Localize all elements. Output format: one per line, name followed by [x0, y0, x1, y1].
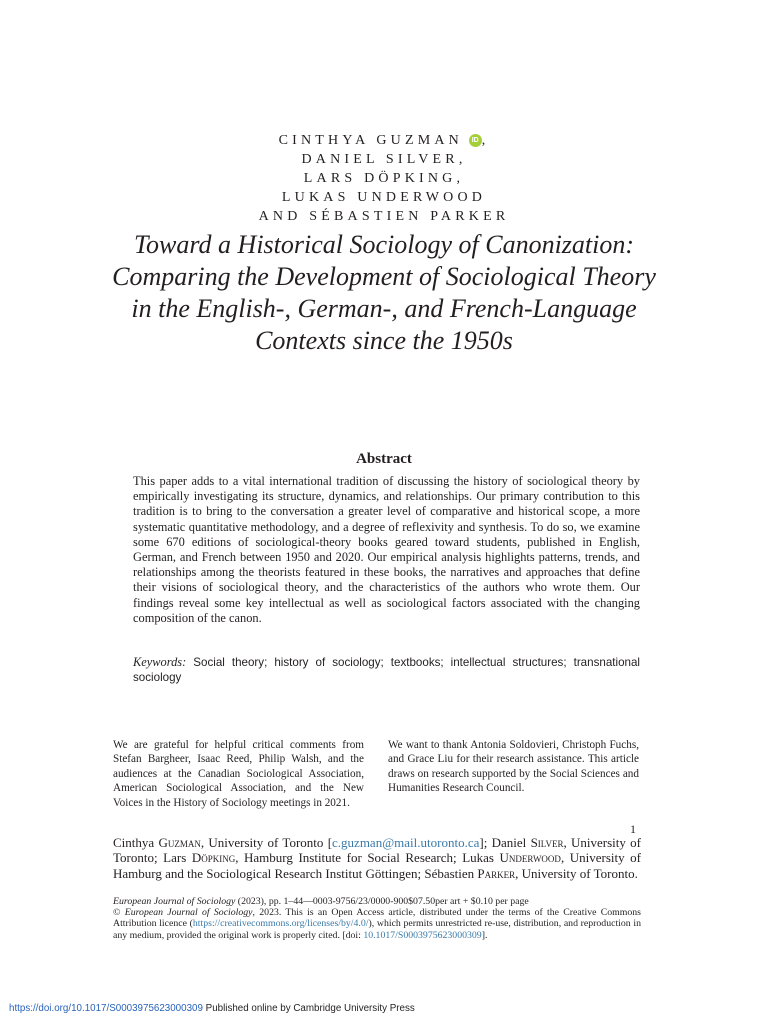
author-separator: , — [481, 133, 490, 148]
author-line-4: LUKAS UNDERWOOD — [281, 190, 487, 205]
keywords-label: Keywords: — [133, 655, 187, 669]
affil-last-name: Parker — [477, 865, 516, 881]
affil-last-name: Underwood — [499, 850, 561, 866]
keywords — [133, 655, 640, 685]
copyright-symbol: © — [113, 907, 125, 919]
orcid-icon[interactable]: ID — [469, 134, 482, 147]
title-line-3: in the English-, German-, and French-Language — [131, 294, 637, 323]
affil-last-name: Döpking — [191, 850, 236, 866]
title-line-4: Contexts since the 1950s — [255, 326, 513, 355]
affil-first-name: Lukas — [462, 850, 500, 866]
author-affiliations — [113, 835, 641, 881]
footer-published-text: Published online by Cambridge University Press — [202, 1003, 415, 1014]
affil-last-name: Silver — [530, 835, 564, 850]
abstract-heading: Abstract — [356, 451, 412, 467]
journal-name: European Journal of Sociology — [113, 896, 236, 907]
acknowledgement-right: We want to thank Antonia Soldovieri, Christoph Fuchs, and Grace Liu for their research assistance. This article draws on research supported by the Social Sciences and Humanities Research Council. — [388, 739, 639, 795]
doi-link[interactable]: 10.1017/S0003975623000309 — [363, 929, 482, 941]
license-text: , 2023. This is an Open Access article, distributed under the terms of the Creative Commons Attribution licence ( — [113, 907, 641, 930]
acknowledgement-left: We are grateful for helpful critical comments from Stefan Bargheer, Isaac Reed, Philip Walsh, and the audiences at the Canadian Sociological Association, American Sociological Association, and the New Voices in the History of Sociology meetings in 2021. — [113, 739, 364, 809]
page-footer — [9, 1003, 415, 1014]
doi-close: ]. — [481, 929, 488, 941]
email-link[interactable]: c.guzman@mail.utoronto.ca — [332, 835, 480, 850]
affil-institution: , University of Toronto [ — [200, 835, 333, 850]
title-line-2: Comparing the Development of Sociological Theory — [112, 262, 656, 291]
journal-name: European Journal of Sociology — [124, 907, 253, 919]
affil-first-name: Daniel — [491, 835, 531, 850]
license-link[interactable]: https://creativecommons.org/licenses/by/4.0/ — [192, 918, 369, 930]
author-line-5: AND SÉBASTIEN PARKER — [258, 209, 510, 224]
affil-first-name: Cinthya — [113, 835, 159, 850]
keywords-text: Social theory; history of sociology; textbooks; intellectual structures; transnational sociology — [133, 656, 640, 685]
author-line-3: LARS DÖPKING, — [303, 171, 465, 186]
title-line-1: Toward a Historical Sociology of Canonization: — [133, 230, 635, 259]
page-number: 1 — [630, 822, 636, 836]
article-title — [80, 229, 688, 357]
affil-institution: , Hamburg Institute for Social Research; — [235, 850, 463, 866]
abstract-body: This paper adds to a vital international tradition of discussing the history of sociological theory by empirically investigating its structure, dynamics, and relationships. Our primary contribution to this tradition is to bring to the conversation a greater level of comparative and historical scope, a more systematic quantitative methodology, and a degree of reflexivity and synthesis. To do so, we examine some 670 editions of sociological-theory books geared toward students, published in English, German, and French between 1950 and 2020. Our empirical analysis highlights patterns, trends, and relationships among the theorists featured in these books, the narratives and approaches that define their visions of sociological theory, and the characteristics of the authors who wrote them. Our findings reveal some key intellectual as well as sociological factors associated with the changing composition of the canon. — [133, 474, 640, 625]
author-list — [0, 131, 768, 226]
author-line-2: DANIEL SILVER, — [301, 152, 467, 167]
affil-institution: , University of Toronto. — [515, 865, 638, 881]
footer-doi-link[interactable]: https://doi.org/10.1017/S0003975623000309 — [9, 1003, 203, 1014]
author-line-1 — [0, 131, 768, 150]
citation-text: (2023), pp. 1–44—0003-9756/23/0000-900$07.50per art + $0.10 per page — [235, 896, 529, 907]
affil-punct: ]; — [479, 835, 492, 850]
affil-institution: , University of Toronto; — [113, 835, 642, 866]
journal-citation — [113, 896, 641, 941]
affil-institution: , University of Hamburg and the Sociological Research Institut Göttingen; — [113, 850, 642, 881]
affil-last-name: Guzman — [158, 835, 201, 850]
affil-first-name: Sébastien — [424, 865, 478, 881]
author-name: CINTHYA GUZMAN — [278, 133, 463, 148]
license-text: ), which permits unrestricted re-use, distribution, and reproduction in any medium, provided the original work is properly cited. [doi: — [113, 918, 641, 941]
affil-first-name: Lars — [163, 850, 192, 866]
